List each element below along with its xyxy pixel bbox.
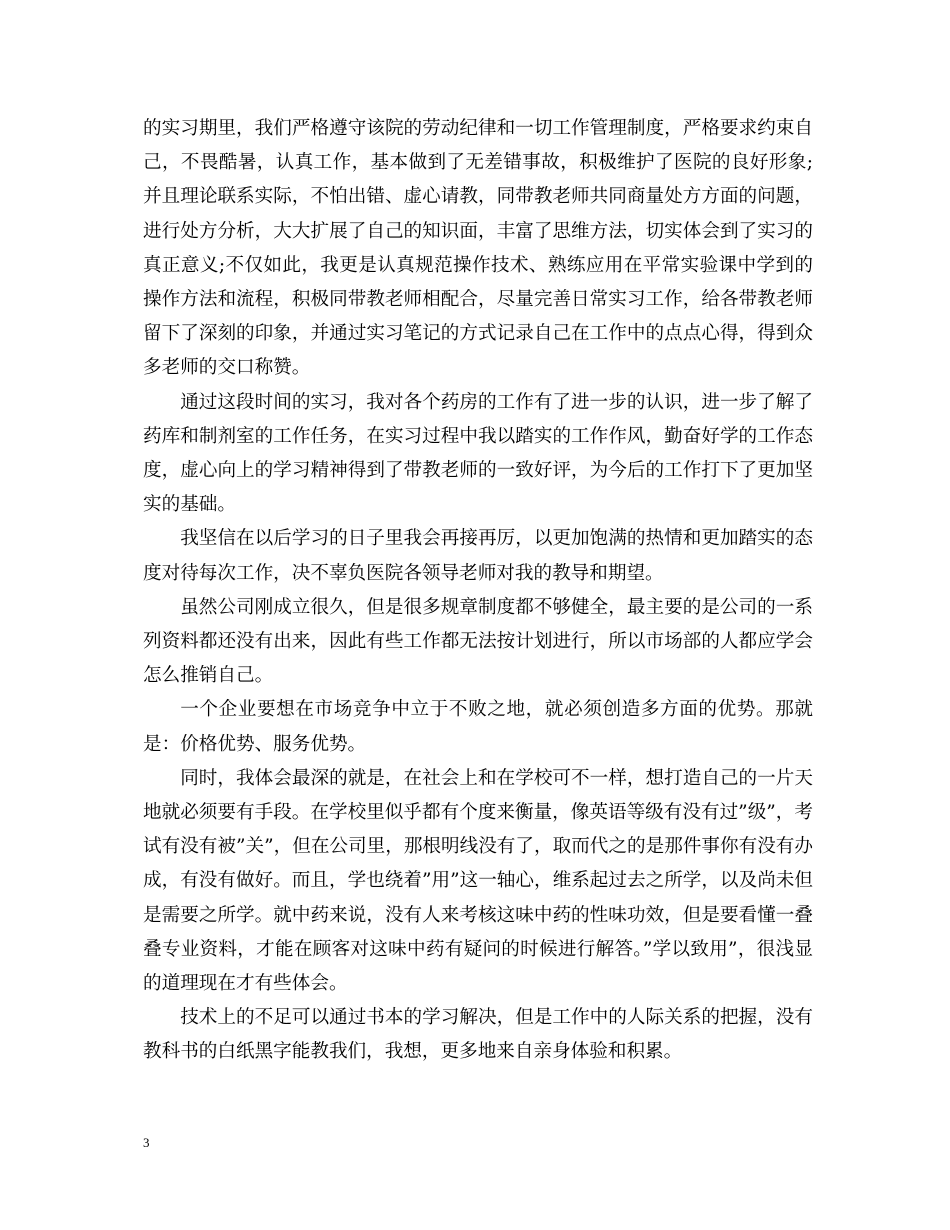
paragraph-5: 一个企业要想在市场竞争中立于不败之地，就必须创造多方面的优势。那就是：价格优势、服务优势。 <box>143 699 813 755</box>
paragraph-7: 技术上的不足可以通过书本的学习解决，但是工作中的人际关系的把握，没有教科书的白纸黑字能教我们，我想，更多地来自亲身体验和积累。 <box>143 1007 813 1063</box>
paragraph-6: 同时，我体会最深的就是，在社会上和在学校可不一样，想打造自己的一片天地就必须要有手段。在学校里似乎都有个度来衡量，像英语等级有没有过”级”，考试有没有被”关”，但在公司里，那根明线没有了，取而代之的是那件事你有没有办成，有没有做好。而且，学也绕着”用”这一轴心，维系起过去之所学，以及尚未但是需要之所学。就中药来说，没有人来考核这味中药的性味功效，但是要看懂一叠叠专业资料，才能在顾客对这味中药有疑问的时候进行解答。”学以致用”，很浅显的道理现在才有些体会。 <box>143 767 813 995</box>
document-body <box>143 112 813 1070</box>
paragraph-2: 通过这段时间的实习，我对各个药房的工作有了进一步的认识，进一步了解了药库和制剂室的工作任务，在实习过程中我以踏实的工作作风，勤奋好学的工作态度，虚心向上的学习精神得到了带教老师的一致好评，为今后的工作打下了更加坚实的基础。 <box>143 391 813 516</box>
page-number: 3 <box>143 1135 150 1150</box>
paragraph-1: 的实习期里，我们严格遵守该院的劳动纪律和一切工作管理制度，严格要求约束自己，不畏酷暑，认真工作，基本做到了无差错事故，积极维护了医院的良好形象;并且理论联系实际，不怕出错、虚心请教，同带教老师共同商量处方方面的问题，进行处方分析，大大扩展了自己的知识面，丰富了思维方法，切实体会到了实习的真正意义;不仅如此，我更是认真规范操作技术、熟练应用在平常实验课中学到的操作方法和流程，积极同带教老师相配合，尽量完善日常实习工作，给各带教老师留下了深刻的印象，并通过实习笔记的方式记录自己在工作中的点点心得，得到众多老师的交口称赞。 <box>143 118 813 379</box>
paragraph-4: 虽然公司刚成立很久，但是很多规章制度都不够健全，最主要的是公司的一系列资料都还没有出来，因此有些工作都无法按计划进行，所以市场部的人都应学会怎么推销自己。 <box>143 596 813 687</box>
paragraph-3: 我坚信在以后学习的日子里我会再接再厉，以更加饱满的热情和更加踏实的态度对待每次工作，决不辜负医院各领导老师对我的教导和期望。 <box>143 528 813 584</box>
